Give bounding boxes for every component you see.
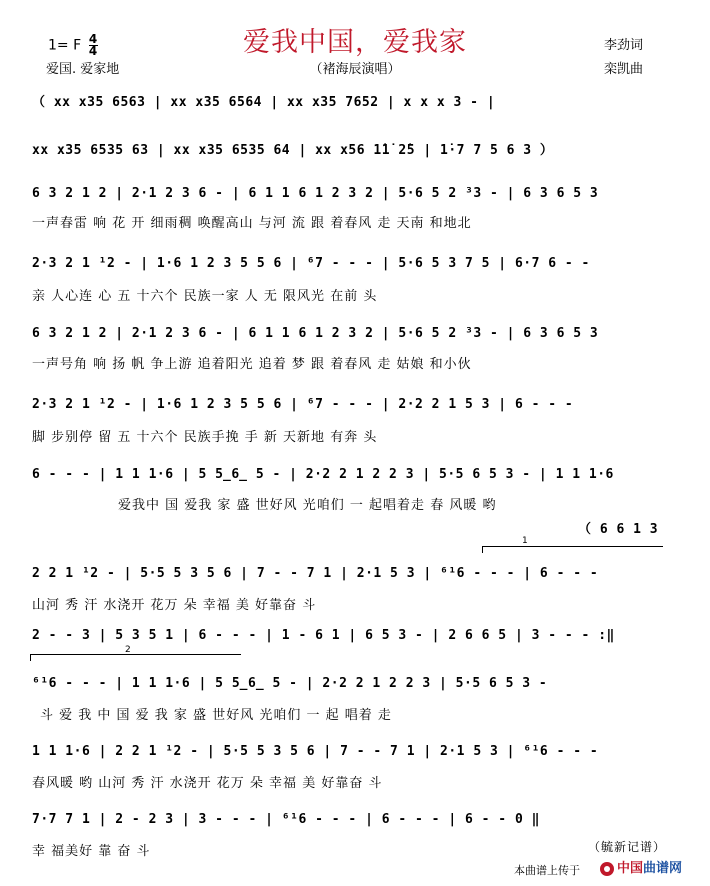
score-row-7-notes: 6 - - - | 1 1 1·6 | 5 5̲6̲ 5 - | 2·2 2 1 2 2 3 | 5·5 6 5 3 - | 1 1 1·6 [32,467,614,482]
composer: 栾凯曲 [604,62,644,77]
score-row-3-lyrics: 一声春雷 响 花 开 细雨稠 唤醒高山 与河 流 跟 着春风 走 天南 和地北 [32,216,472,231]
score-row-7-lyrics: 爱我中 国 爱我 家 盛 世好风 光咱们 一 起唱着走 春 风暖 哟 [118,498,497,513]
score-row-11-notes: 1 1 1·6 | 2 2 1 ¹2 - | 5·5 5 3 5 6 | 7 - - 7 1 | 2·1 5 3 | ⁶¹6 - - - [32,744,599,759]
site-logo [600,857,682,876]
lyricist: 李劲词 [604,38,644,53]
score-row-4-lyrics: 亲 人心连 心 五 十六个 民族一家 人 无 限风光 在前 头 [32,289,378,304]
score-row-1-notes: （ xx x35 6563 | xx x35 6564 | xx x35 7652 | x x x 3 - | [32,95,496,110]
site-logo-icon [600,862,614,876]
score-row-12-notes: 7·7 7 1 | 2 - 2 3 | 3 - - - | ⁶¹6 - - - | 6 - - - | 6 - - 0 ‖ [32,812,540,827]
score-row-5-notes: 6 3 2 1 2 | 2·1 2 3 6 - | 6 1 1 6 1 2 3 2 | 5·6 5 2 ³3 - | 6 3 6 5 3 [32,326,599,341]
score-row-2-notes: xx x35 6535 63 | xx x35 6535 64 | xx x56 1̇1̇ 2̇5 | 1̇·7 7 5 6 3 ） [32,143,554,158]
score-row-10-lyrics: 斗 爱 我 中 国 爱 我 家 盛 世好风 光咱们 一 起 唱着 走 [40,708,392,723]
transcriber-credit: （毓新记谱） [588,840,667,854]
score-row-9-notes: 2 - - 3 | 5 3 5 1 | 6 - - - | 1 - 6 1 | 6 5 3 - | 2 6 6 5 | 3 - - - :‖ [32,628,615,643]
volta-bracket-1 [482,546,663,553]
key-signature: 1= F $\frac{4}{4}$ [48,32,98,58]
score-row-6-notes: 2·3 2 1 ¹2 - | 1·6 1 2 3 5 5 6 | ⁶7 - - - | 2·2 2 1 5 3 | 6 - - - [32,397,574,412]
score-row-7b-notes: （ 6 6 1 3 [578,522,659,537]
upload-note: 本曲谱上传于 [514,864,580,877]
time-signature: $\frac{4}{4}$ [88,32,98,58]
score-row-11-lyrics: 春风暖 哟 山河 秀 汗 水浇开 花万 朵 幸福 美 好靠奋 斗 [32,776,383,791]
score-row-8-notes: 2 2 1 ¹2 - | 5·5 5 3 5 6 | 7 - - 7 1 | 2·1 5 3 | ⁶¹6 - - - | 6 - - - [32,566,599,581]
score-row-10-notes: ⁶¹6 - - - | 1 1 1·6 | 5 5̲6̲ 5 - | 2·2 2 1 2 2 3 | 5·5 6 5 3 - [32,676,548,691]
score-row-5-lyrics: 一声号角 响 扬 帆 争上游 追着阳光 追着 梦 跟 着春风 走 姑娘 和小伙 [32,357,472,372]
site-name-part-1: 中国 [617,861,644,876]
volta-bracket-2 [30,654,241,661]
score-row-6-lyrics: 脚 步别停 留 五 十六个 民族手挽 手 新 天新地 有奔 头 [32,430,378,445]
score-row-8-lyrics: 山河 秀 汗 水浇开 花万 朵 幸福 美 好靠奋 斗 [32,598,317,613]
site-name-part-2: 曲谱网 [643,861,683,876]
performer: （褚海辰演唱） [309,62,401,77]
genre-note: 爱国. 爱家地 [46,62,120,77]
volta-number-1: 1 [522,536,528,546]
volta-number-2: 2 [125,645,131,655]
song-title: 爱我中国，爱我家 [243,27,467,58]
score-row-4-notes: 2·3 2 1 ¹2 - | 1·6 1 2 3 5 5 6 | ⁶7 - - - | 5·6 5 3 7 5 | 6·7 6 - - [32,256,590,271]
score-row-3-notes: 6 3 2 1 2 | 2·1 2 3 6 - | 6 1 1 6 1 2 3 2 | 5·6 5 2 ³3 - | 6 3 6 5 3 [32,186,599,201]
score-row-12-lyrics: 幸 福美好 靠 奋 斗 [32,844,151,859]
